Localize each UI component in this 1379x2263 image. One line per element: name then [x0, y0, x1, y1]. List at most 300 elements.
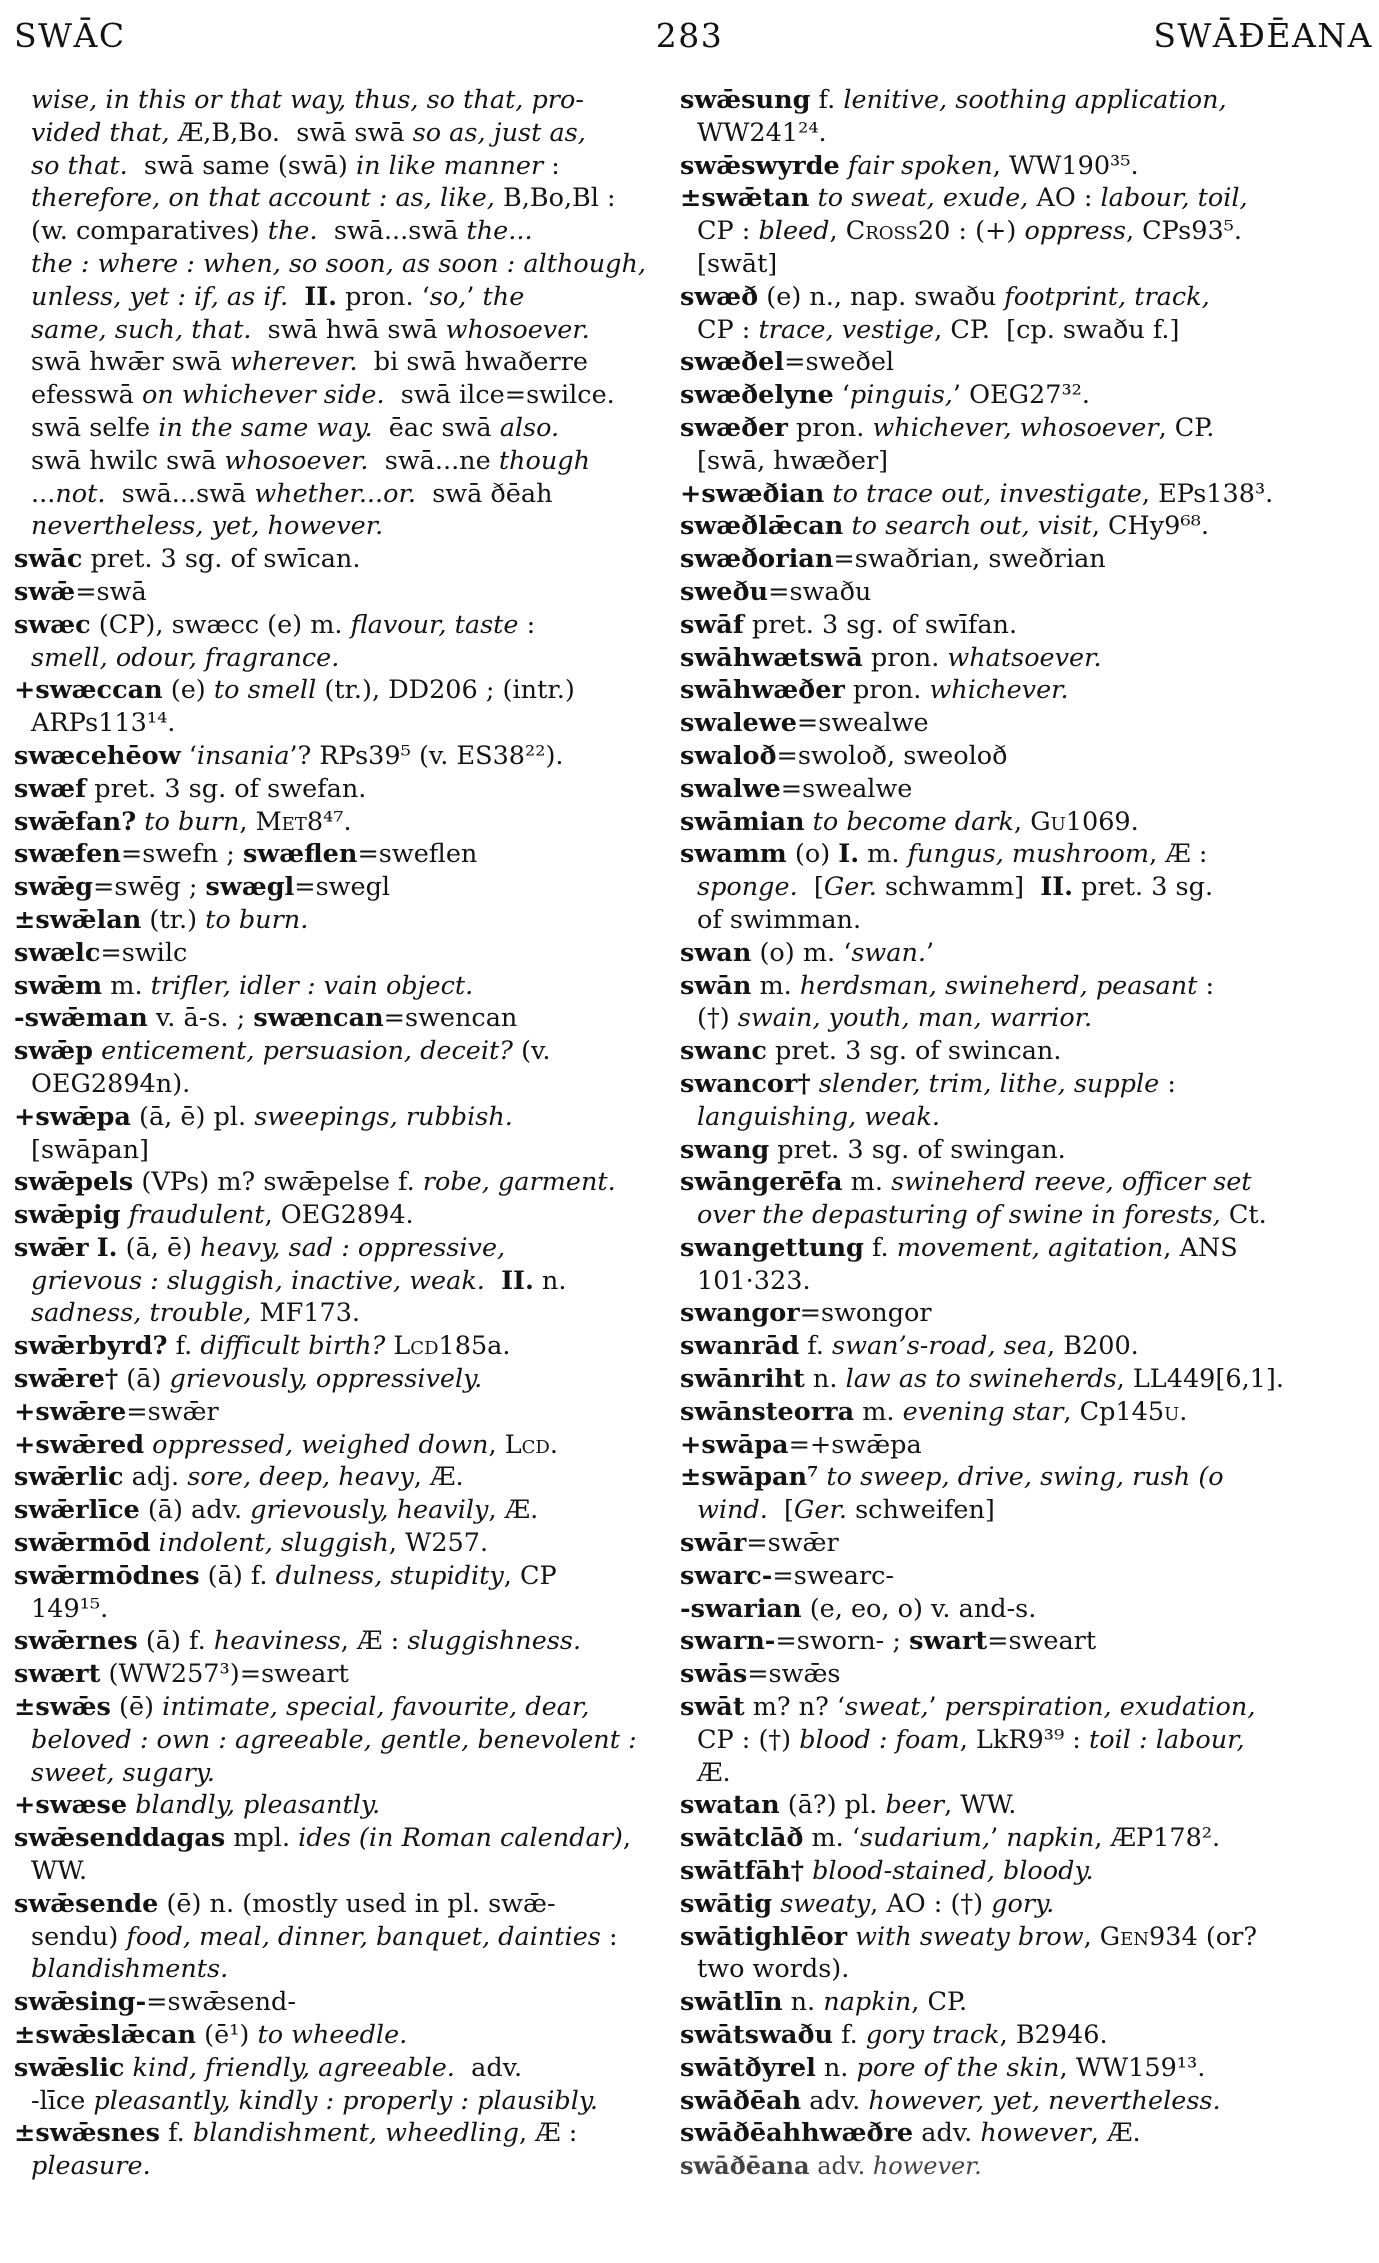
text-segment: swǣslic: [14, 2052, 125, 2083]
text-segment: over the depasturing of swine in forests,: [697, 1200, 1221, 1231]
text-segment: in like manner: [356, 150, 544, 181]
dictionary-line: [680, 1625, 1379, 1658]
text-segment: 1069.: [1065, 806, 1139, 837]
text-segment: swarc-: [680, 1560, 773, 1591]
text-segment: fair spoken: [847, 150, 993, 181]
text-segment: swæðlǣcan: [680, 511, 844, 542]
text-segment: heaviness: [213, 1626, 341, 1657]
text-segment: [93, 1036, 101, 1066]
text-segment: CP : (†): [697, 1724, 800, 1755]
text-segment: :: [1197, 970, 1215, 1001]
text-segment: (tr.), DD206 ; (intr.): [316, 675, 575, 706]
dictionary-line: [680, 1396, 1379, 1429]
dictionary-line: [14, 2150, 658, 2183]
text-segment: Gen: [1099, 1921, 1150, 1952]
text-segment: to search out, visit: [851, 511, 1092, 542]
text-segment: , CHy9⁶⁸.: [1091, 511, 1209, 542]
text-segment: , Æ.: [488, 1495, 539, 1526]
text-segment: f.: [160, 2118, 193, 2149]
text-segment: schwamm]: [876, 872, 1041, 903]
page-number: 283: [655, 16, 724, 55]
text-segment: [swā, hwæðer]: [697, 445, 889, 476]
text-segment: =swaðrian, sweðrian: [833, 544, 1106, 575]
text-segment: difficult birth?: [200, 1331, 386, 1362]
text-segment: sadness, trouble,: [31, 1298, 260, 1329]
dictionary-line: [14, 2019, 658, 2052]
text-segment: 185a.: [438, 1331, 511, 1362]
text-segment: sore, deep, heavy: [187, 1462, 414, 1493]
text-segment: (ā, ē): [117, 1232, 201, 1263]
text-segment: blood : foam: [799, 1724, 960, 1755]
text-segment: swangettung: [680, 1232, 864, 1263]
text-segment: blandly, pleasantly.: [135, 1790, 381, 1821]
text-segment: schweifen]: [846, 1495, 995, 1526]
text-segment: same, such, that.: [31, 314, 268, 345]
dictionary-line: [14, 1888, 658, 1921]
text-segment: swart: [909, 1626, 988, 1657]
text-segment: wise, in this or that way, thus, so that, pro-: [31, 85, 584, 115]
text-segment: blandishment, wheedling: [192, 2118, 519, 2149]
dictionary-line: [14, 609, 658, 642]
text-segment: :: [600, 1921, 618, 1952]
text-segment: mpl.: [225, 1823, 299, 1854]
dictionary-line: [680, 576, 1379, 609]
dictionary-line: [680, 1429, 1379, 1462]
dictionary-line: [14, 1724, 658, 1757]
text-segment: swātlīn: [680, 1987, 783, 2018]
text-segment: +swæse: [14, 1790, 128, 1821]
dictionary-line: [680, 1593, 1379, 1626]
text-segment: to burn.: [205, 904, 309, 935]
text-segment: swǣsung: [680, 85, 811, 115]
dictionary-line: [14, 1986, 658, 2019]
text-segment: , Æ :: [340, 1626, 408, 1657]
text-segment: =swencan: [383, 1003, 518, 1034]
dictionary-line: [680, 970, 1379, 1003]
dictionary-line: [680, 1166, 1379, 1199]
text-segment: swǣg: [14, 872, 94, 903]
text-segment: [150, 1528, 158, 1558]
text-segment: swāðēahhwæðre: [680, 2118, 914, 2149]
text-segment: pleasure.: [31, 2151, 151, 2182]
dictionary-line: [14, 806, 658, 839]
text-segment: swælc: [14, 937, 101, 968]
dictionary-line: [14, 1527, 658, 1560]
text-segment: n.: [804, 1364, 846, 1395]
dictionary-line: [14, 150, 658, 183]
text-segment: slender, trim, lithe, supple: [818, 1068, 1160, 1099]
text-segment: swā hwǣr swā: [31, 347, 230, 378]
text-segment: swæðorian: [680, 544, 834, 575]
text-segment: -swǣman: [14, 1003, 148, 1034]
text-segment: so,: [429, 281, 467, 312]
text-segment: adv.: [454, 2052, 523, 2083]
text-segment: the: [482, 281, 525, 312]
text-segment: ARPs113¹⁴.: [31, 708, 176, 739]
text-segment: =swǣsend-: [146, 1987, 296, 2018]
dictionary-line: [14, 740, 658, 773]
dictionary-line: [680, 1986, 1379, 2019]
text-segment: (ē¹): [196, 2020, 258, 2051]
text-segment: swan: [680, 937, 752, 968]
text-segment: II.: [501, 1265, 534, 1296]
text-segment: bleed: [758, 216, 830, 247]
text-segment: +swæðian: [680, 478, 825, 509]
dictionary-line: [14, 510, 658, 543]
dictionary-line: [680, 117, 1379, 150]
dictionary-line: [680, 84, 1379, 117]
text-segment: WW.: [31, 1856, 88, 1887]
text-segment: pret. 3 sg.: [1073, 872, 1214, 903]
dictionary-line: [14, 1658, 658, 1691]
text-segment: adv.: [801, 2085, 869, 2116]
text-segment: herdsman, swineherd, peasant: [799, 970, 1198, 1001]
text-segment: , ANS: [1163, 1232, 1238, 1263]
text-segment: f.: [167, 1331, 201, 1362]
dictionary-line: [680, 2052, 1379, 2085]
text-segment: swā...swā: [121, 478, 255, 509]
text-segment: insania: [196, 740, 290, 771]
text-segment: swægl: [205, 872, 295, 903]
text-segment: +swāpa: [680, 1429, 789, 1460]
text-segment: m.: [854, 1396, 903, 1427]
text-segment: swǣrnes: [14, 1626, 138, 1657]
text-segment: law as to swineherds: [845, 1364, 1117, 1395]
dictionary-line: [680, 1494, 1379, 1527]
text-segment: swært: [14, 1659, 101, 1690]
text-segment: swā...ne: [384, 445, 499, 476]
dictionary-line: [14, 1068, 658, 1101]
dictionary-line: [14, 642, 658, 675]
text-segment: -swarian: [680, 1593, 802, 1624]
text-segment: swæðelyne: [680, 380, 834, 411]
text-segment: swancor†: [680, 1068, 811, 1099]
text-segment: swæð: [680, 281, 759, 312]
text-segment: ,: [239, 806, 256, 837]
text-segment: the : where : when, so soon, as soon : although,: [31, 248, 647, 279]
text-segment: oppressed, weighed down: [152, 1429, 489, 1460]
text-segment: Æ,B,Bo.: [177, 117, 297, 148]
text-segment: smell, odour, fragrance.: [31, 642, 340, 673]
text-segment: ±swǣslǣcan: [14, 2020, 197, 2051]
text-segment: swāt: [680, 1692, 745, 1723]
dictionary-line: [680, 1527, 1379, 1560]
text-segment: swāhwæðer: [680, 675, 845, 706]
text-segment: [swāt]: [697, 248, 778, 279]
text-segment: grievously, heavily: [250, 1495, 489, 1526]
text-segment: , CPs93⁵.: [1125, 216, 1242, 247]
dictionary-line: [680, 1068, 1379, 1101]
dictionary-line: [14, 182, 658, 215]
text-segment: swineherd reeve, officer set: [891, 1167, 1252, 1198]
text-segment: ’: [990, 1823, 1007, 1854]
text-segment: grievously, oppressively.: [169, 1364, 483, 1395]
text-segment: , Cp145: [1063, 1396, 1165, 1427]
dictionary-line: [680, 478, 1379, 511]
text-segment: swǣsenddagas: [14, 1823, 226, 1854]
text-segment: , W257.: [388, 1528, 489, 1559]
text-segment: :: [1159, 1068, 1176, 1099]
text-segment: [804, 1856, 812, 1886]
text-segment: swātighlēor: [680, 1921, 848, 1952]
running-head: [0, 14, 1379, 66]
text-segment: (VPs) m? swǣpelse f.: [133, 1167, 423, 1198]
text-segment: [: [767, 1495, 795, 1526]
text-segment: ’: [928, 1692, 945, 1723]
dictionary-line: [14, 1363, 658, 1396]
text-segment: swǣfan?: [14, 806, 137, 837]
text-segment: to sweep, drive, swing, rush (o: [826, 1462, 1224, 1493]
text-segment: m.: [751, 970, 800, 1001]
dictionary-line: [680, 346, 1379, 379]
dictionary-line: [14, 1757, 658, 1790]
text-segment: intimate, special, favourite, dear,: [162, 1692, 590, 1723]
dictionary-line: [680, 412, 1379, 445]
text-segment: whichever.: [929, 675, 1069, 706]
dictionary-line: [680, 1953, 1379, 1986]
text-columns: [14, 84, 1379, 2183]
dictionary-line: [14, 1625, 658, 1658]
text-segment: (WW257³)=sweart: [100, 1659, 349, 1690]
dictionary-line: [14, 838, 658, 871]
text-segment: n.: [815, 2052, 857, 2083]
text-segment: food, meal, dinner, banquet, dainties: [126, 1921, 601, 1952]
dictionary-line: [680, 1691, 1379, 1724]
dictionary-line: [14, 1002, 658, 1035]
text-segment: I.: [838, 839, 860, 870]
text-segment: pron. ‘: [337, 281, 430, 312]
text-segment: ‘: [180, 740, 197, 771]
text-segment: [swāpan]: [31, 1134, 149, 1165]
text-segment: pore of the skin: [856, 2052, 1060, 2083]
text-segment: 20 : (+): [917, 216, 1025, 247]
text-segment: efesswā: [31, 380, 142, 411]
text-segment: fungus, mushroom: [907, 839, 1150, 870]
text-segment: toil : labour,: [1089, 1724, 1245, 1755]
text-segment: =swegl: [294, 872, 391, 903]
dictionary-line: [14, 1396, 658, 1429]
dictionary-line: [680, 871, 1379, 904]
dictionary-line: [680, 1560, 1379, 1593]
text-segment: trifler, idler : vain object.: [150, 970, 474, 1001]
text-segment: ±swǣtan: [680, 183, 810, 214]
text-segment: flavour, taste: [350, 609, 519, 640]
dictionary-line: [14, 707, 658, 740]
text-segment: , ÆP178².: [1094, 1823, 1221, 1854]
text-segment: , Æ :: [1149, 839, 1208, 870]
text-segment: (ā?) pl.: [779, 1790, 886, 1821]
dictionary-line: [14, 314, 658, 347]
text-segment: the.: [267, 216, 334, 247]
text-segment: , Æ :: [518, 2118, 578, 2149]
text-segment: unless, yet : if, as if.: [31, 281, 305, 312]
dictionary-line: [680, 1002, 1379, 1035]
text-segment: swanrād: [680, 1331, 800, 1362]
text-segment: , WW159¹³.: [1059, 2052, 1206, 2083]
dictionary-line: [680, 773, 1379, 806]
text-segment: [124, 2053, 132, 2083]
text-segment: robe, garment.: [422, 1167, 616, 1198]
text-segment: swæc: [14, 609, 91, 640]
text-segment: swæfen: [14, 839, 121, 870]
text-segment: =sweflen: [357, 839, 478, 870]
dictionary-line: [14, 1297, 658, 1330]
text-segment: oppress: [1024, 216, 1126, 247]
text-segment: however.: [872, 2152, 982, 2181]
text-segment: swǣp: [14, 1036, 94, 1067]
text-segment: swǣpels: [14, 1167, 134, 1198]
text-segment: ,: [1083, 1921, 1100, 1952]
text-segment: =+swǣpa: [788, 1429, 922, 1460]
dictionary-line: [14, 773, 658, 806]
dictionary-line: [680, 1888, 1379, 1921]
text-segment: swatan: [680, 1790, 780, 1821]
text-segment: sendu): [31, 1921, 127, 1952]
dictionary-line: [680, 806, 1379, 839]
text-segment: =swongor: [799, 1298, 932, 1329]
text-segment: f.: [863, 1232, 897, 1263]
text-segment: m? n? ‘: [744, 1692, 845, 1723]
text-segment: to smell: [213, 675, 317, 706]
text-segment: whosoever.: [445, 314, 590, 345]
text-segment: (o): [786, 839, 839, 870]
text-segment: dulness, stupidity: [275, 1560, 504, 1591]
text-segment: , EPs138³.: [1141, 478, 1274, 509]
text-segment: pret. 3 sg. of swīfan.: [743, 609, 1018, 640]
dictionary-line: [680, 150, 1379, 183]
text-segment: , WW190³⁵.: [992, 150, 1139, 181]
text-segment: of swimman.: [697, 904, 862, 935]
dictionary-line: [14, 281, 658, 314]
guide-word-left: SWĀC: [14, 16, 126, 55]
text-segment: swās: [680, 1659, 748, 1690]
text-segment: Ct.: [1220, 1200, 1267, 1231]
text-segment: 101·323.: [697, 1265, 811, 1296]
text-segment: swāngerēfa: [680, 1167, 843, 1198]
dictionary-line: [680, 215, 1379, 248]
text-segment: =swilc: [100, 937, 188, 968]
text-segment: swæðer: [680, 412, 788, 443]
text-segment: swaloð: [680, 740, 777, 771]
text-segment: though: [498, 445, 591, 476]
text-segment: swār: [680, 1528, 747, 1559]
text-segment: sweðu: [680, 576, 769, 607]
text-segment: swæflen: [242, 839, 358, 870]
dictionary-line: [680, 740, 1379, 773]
column-left: [14, 84, 658, 2183]
text-segment: wind.: [697, 1495, 768, 1526]
dictionary-line: [680, 838, 1379, 871]
text-segment: gory.: [991, 1888, 1055, 1919]
text-segment: CP :: [697, 314, 759, 345]
text-segment: (ā): [118, 1364, 170, 1395]
text-segment: =sweart: [987, 1626, 1097, 1657]
text-segment: pron.: [844, 675, 930, 706]
text-segment: swangor: [680, 1298, 800, 1329]
dictionary-line: [14, 478, 658, 511]
dictionary-line: [680, 2019, 1379, 2052]
text-segment: B,Bo,Bl :: [503, 183, 616, 214]
text-segment: swan’s-road, sea: [832, 1331, 1048, 1362]
text-segment: Ger.: [823, 872, 877, 903]
dictionary-line: [680, 1101, 1379, 1134]
text-segment: whether...or.: [254, 478, 433, 509]
text-segment: ,: [829, 216, 846, 247]
dictionary-line: [14, 1330, 658, 1363]
text-segment: (†): [697, 1003, 738, 1034]
dictionary-line: [14, 84, 658, 117]
text-segment: swǣrmōd: [14, 1528, 151, 1559]
text-segment: m.: [102, 970, 151, 1001]
text-segment: (w. comparatives): [31, 216, 268, 247]
text-segment: .: [1179, 1396, 1188, 1427]
dictionary-line: [14, 1232, 658, 1265]
text-segment: swarn-: [680, 1626, 776, 1657]
text-segment: ±swāpan⁷: [680, 1462, 819, 1493]
text-segment: pret. 3 sg. of swingan.: [769, 1134, 1066, 1165]
text-segment: however, yet, nevertheless.: [868, 2085, 1221, 2116]
dictionary-line: [14, 2085, 658, 2118]
dictionary-line: [680, 904, 1379, 937]
dictionary-line: [14, 379, 658, 412]
dictionary-line: [680, 543, 1379, 576]
text-segment: not.: [55, 478, 122, 509]
text-segment: footprint, track,: [1004, 281, 1210, 312]
dictionary-line: [14, 117, 658, 150]
dictionary-line: [14, 346, 658, 379]
text-segment: MF173.: [259, 1298, 361, 1329]
text-segment: AO :: [1028, 183, 1101, 214]
text-segment: whichever, whosoever: [872, 412, 1159, 443]
text-segment: (ā, ē) pl.: [130, 1101, 255, 1132]
text-segment: swǣsende: [14, 1888, 159, 1919]
text-segment: , Æ.: [1090, 2118, 1141, 2149]
dictionary-line: [680, 1789, 1379, 1822]
text-segment: beloved : own : agreeable, gentle, benevolent :: [31, 1724, 637, 1755]
text-segment: swǣsing-: [14, 1987, 147, 2018]
text-segment: evening star: [902, 1396, 1064, 1427]
text-segment: (ā) f.: [137, 1626, 214, 1657]
text-segment: ,: [1013, 806, 1031, 837]
text-segment: =swēg ;: [93, 872, 206, 903]
text-segment: f.: [810, 85, 844, 115]
dictionary-line: [680, 182, 1379, 215]
text-segment: swanc: [680, 1036, 767, 1067]
text-segment: Lcd: [393, 1331, 439, 1362]
text-segment: swā hwā swā: [267, 314, 446, 345]
text-segment: sweat,: [844, 1692, 929, 1723]
dictionary-line: [680, 609, 1379, 642]
dictionary-line: [680, 1265, 1379, 1298]
dictionary-line: [680, 674, 1379, 707]
text-segment: swæncan: [253, 1003, 384, 1034]
dictionary-line: [14, 1593, 658, 1626]
text-segment: swǣpig: [14, 1200, 121, 1231]
dictionary-line: [14, 215, 658, 248]
text-segment: swā swā: [296, 117, 413, 148]
dictionary-line: [680, 510, 1379, 543]
text-segment: kind, friendly, agreeable.: [132, 2052, 455, 2083]
text-segment: movement, agitation: [896, 1232, 1164, 1263]
dictionary-line: [14, 2052, 658, 2085]
text-segment: , WW.: [944, 1790, 1017, 1821]
text-segment: swāc: [14, 544, 83, 575]
dictionary-line: [680, 1134, 1379, 1167]
text-segment: swǣrbyrd?: [14, 1331, 168, 1362]
text-segment: ,: [488, 1429, 505, 1460]
dictionary-line: [14, 1691, 658, 1724]
text-segment: ‘: [833, 380, 850, 411]
